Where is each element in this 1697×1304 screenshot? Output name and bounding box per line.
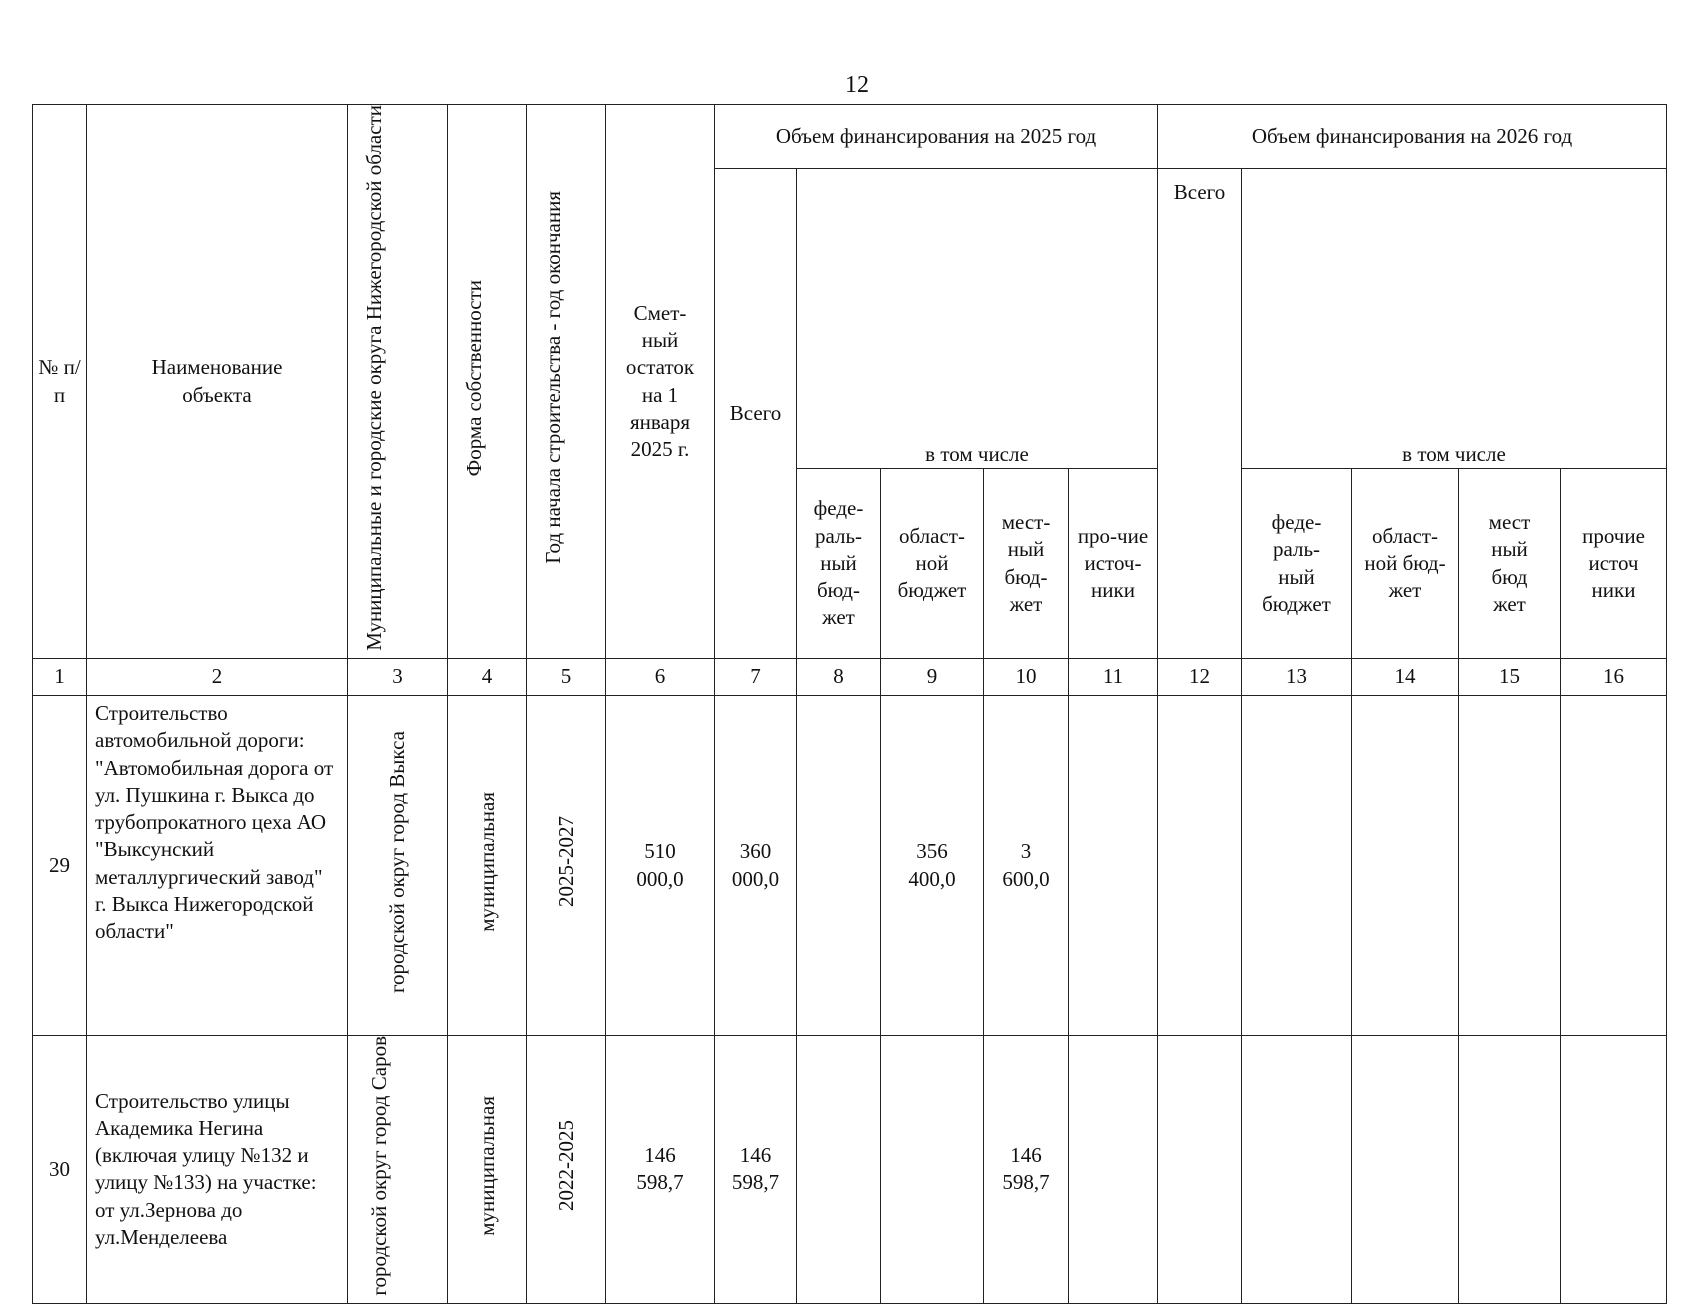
- row-district: [348, 696, 448, 1036]
- row-total-2026: [1158, 696, 1242, 1036]
- header-local-2026: мест ный бюд жет: [1459, 469, 1561, 659]
- table-row: [33, 696, 1667, 1036]
- header-other-2025: про-чие источ-ники: [1069, 469, 1158, 659]
- header-district: [348, 105, 448, 659]
- row-regional-2025: 356 400,0: [881, 696, 984, 1036]
- row-years: [527, 1036, 606, 1304]
- col-number: 3: [348, 659, 448, 696]
- header-funding-2025: Объем финансирования на 2025 год: [715, 105, 1158, 169]
- col-number: 11: [1069, 659, 1158, 696]
- row-local-2026: [1459, 696, 1561, 1036]
- row-estimate: 146 598,7: [606, 1036, 715, 1304]
- col-number: 8: [797, 659, 881, 696]
- header-estimate: Смет-ный остаток на 1 января 2025 г.: [606, 105, 715, 659]
- header-row-1: [33, 105, 1667, 169]
- row-regional-2026: [1352, 1036, 1459, 1304]
- row-federal-2026: [1242, 1036, 1352, 1304]
- row-other-2025: [1069, 1036, 1158, 1304]
- row-object-name: Строительство улицы Академика Негина (включая улицу №132 и улицу №133) на участке: от ул.Зернова до ул.Менделеева: [87, 1036, 348, 1304]
- row-estimate: 510 000,0: [606, 696, 715, 1036]
- row-years-text: 2022-2025: [553, 1120, 578, 1212]
- row-local-2025: 146 598,7: [984, 1036, 1069, 1304]
- row-ownership-text: муниципальная: [474, 791, 499, 932]
- row-federal-2026: [1242, 696, 1352, 1036]
- header-num: № п/п: [33, 105, 87, 659]
- row-federal-2025: [797, 1036, 881, 1304]
- header-ownership: [448, 105, 527, 659]
- col-number: 7: [715, 659, 797, 696]
- col-number: 12: [1158, 659, 1242, 696]
- row-district-text: городской округ город Саров: [366, 1036, 391, 1296]
- col-number: 6: [606, 659, 715, 696]
- col-number: 4: [448, 659, 527, 696]
- row-object-name: Строительство автомобильной дороги: "Автомобильная дорога от ул. Пушкина г. Выкса до трубопрокатного цеха АО "Выксунский металлургический завод" г. Выкса Нижегородской области": [87, 696, 348, 1036]
- header-including-2026: в том числе: [1242, 169, 1667, 469]
- header-regional-2026: област-ной бюд-жет: [1352, 469, 1459, 659]
- col-number: 2: [87, 659, 348, 696]
- header-total-2026: Всего: [1158, 169, 1242, 659]
- row-federal-2025: [797, 696, 881, 1036]
- row-ownership: [448, 696, 527, 1036]
- row-other-2026: [1561, 696, 1667, 1036]
- row-regional-2026: [1352, 696, 1459, 1036]
- row-ownership-text: муниципальная: [474, 1095, 499, 1236]
- header-funding-2026: Объем финансирования на 2026 год: [1158, 105, 1667, 169]
- header-regional-2025: област-ной бюджет: [881, 469, 984, 659]
- row-other-2026: [1561, 1036, 1667, 1304]
- row-other-2025: [1069, 696, 1158, 1036]
- col-number: 5: [527, 659, 606, 696]
- row-local-2025: 3 600,0: [984, 696, 1069, 1036]
- col-number: 15: [1459, 659, 1561, 696]
- col-number: 1: [33, 659, 87, 696]
- header-total-2025: Всего: [715, 169, 797, 659]
- header-local-2025: мест-ный бюд-жет: [984, 469, 1069, 659]
- header-federal-2026: феде-раль-ный бюджет: [1242, 469, 1352, 659]
- col-number: 13: [1242, 659, 1352, 696]
- col-number: 14: [1352, 659, 1459, 696]
- header-federal-2025: феде-раль-ный бюд-жет: [797, 469, 881, 659]
- row-regional-2025: [881, 1036, 984, 1304]
- header-years: [527, 105, 606, 659]
- row-local-2026: [1459, 1036, 1561, 1304]
- row-num: 29: [33, 696, 87, 1036]
- row-years: [527, 696, 606, 1036]
- row-total-2025: 360 000,0: [715, 696, 797, 1036]
- row-total-2026: [1158, 1036, 1242, 1304]
- table-row: [33, 1036, 1667, 1304]
- financing-table: [32, 104, 1667, 1304]
- row-total-2025: 146 598,7: [715, 1036, 797, 1304]
- header-other-2026: прочие источ ники: [1561, 469, 1667, 659]
- row-district-text: городской округ город Выкса: [385, 730, 410, 993]
- col-number: 9: [881, 659, 984, 696]
- row-years-text: 2025-2027: [553, 816, 578, 908]
- row-district: [348, 1036, 448, 1304]
- column-numbers-row: [33, 659, 1667, 696]
- row-ownership: [448, 1036, 527, 1304]
- header-including-2025: в том числе: [797, 169, 1158, 469]
- header-ownership-text: Форма собственности: [462, 279, 486, 477]
- header-district-text: Муниципальные и городские округа Нижегородской области: [361, 105, 386, 651]
- row-num: 30: [33, 1036, 87, 1304]
- header-years-text: Год начала строительства - год окончания: [541, 191, 565, 565]
- col-number: 16: [1561, 659, 1667, 696]
- col-number: 10: [984, 659, 1069, 696]
- header-name: Наименование объекта: [87, 105, 348, 659]
- page-number: 12: [845, 72, 869, 98]
